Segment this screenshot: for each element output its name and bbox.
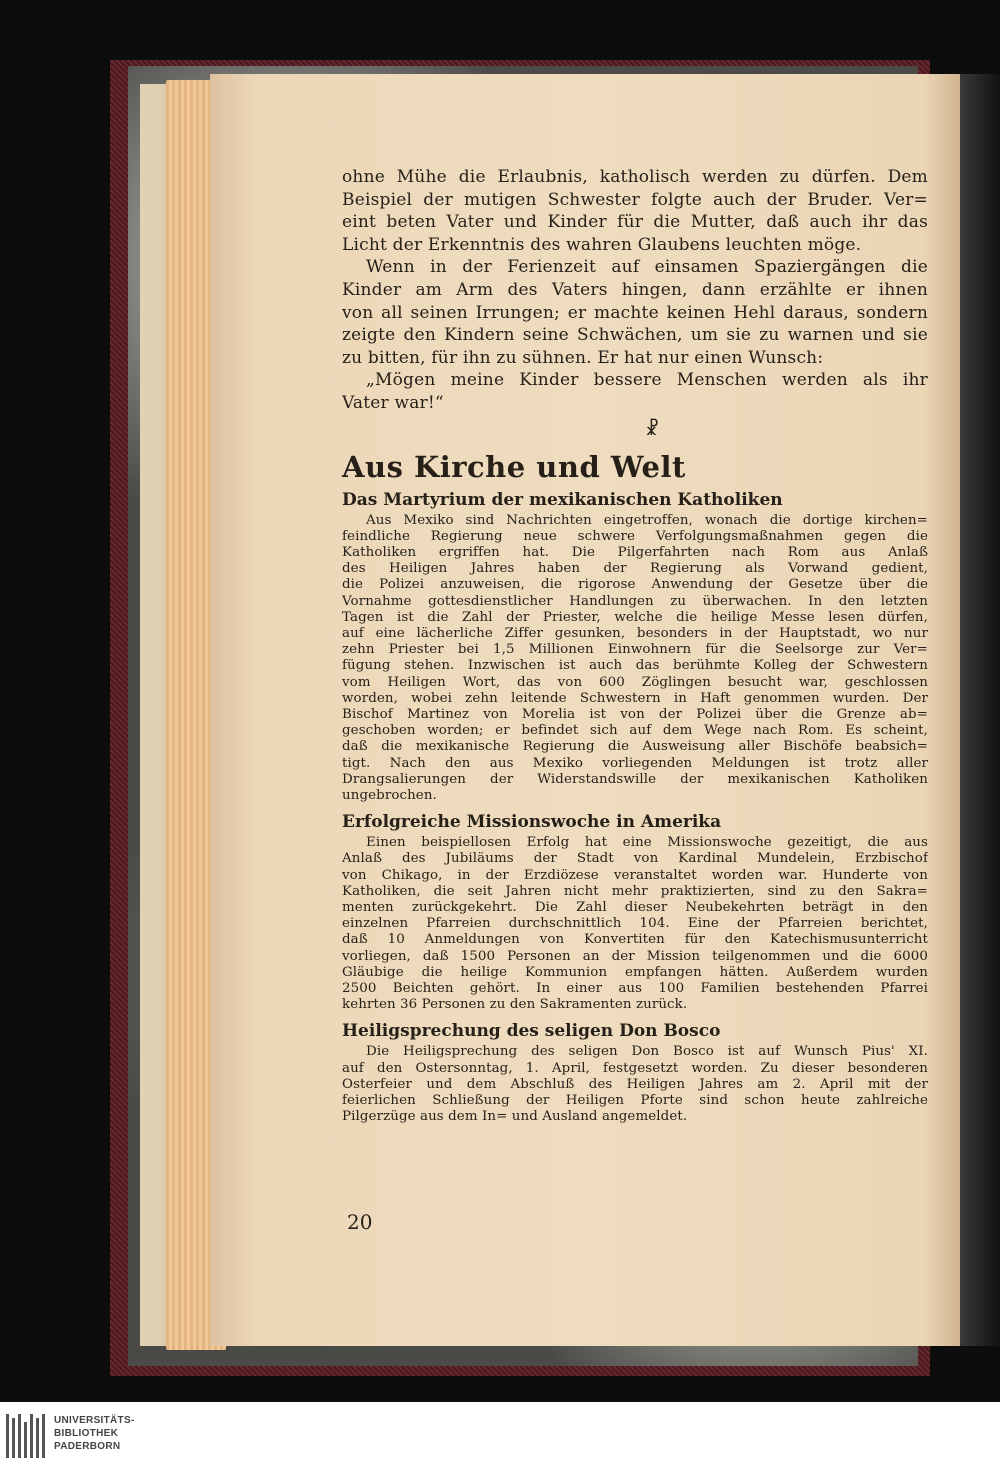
page-text [342,166,928,1125]
text-line: zeigte den Kindern seine Schwächen, um sie zu warnen und sie [342,325,928,346]
text-line: zu bitten, für ihn zu sühnen. Er hat nur einen Wunsch: [342,347,824,368]
text-line: Osterfeier und dem Abschluß des Heiligen Jahres am 2. April mit der [342,1076,928,1092]
text-line: Anlaß des Jubiläums der Stadt von Kardinal Mundelein, Erzbischof [342,851,928,867]
text-line: Beispiel der mutigen Schwester folgte auch der Bruder. Ver= [342,189,928,210]
text-line: tigt. Nach den aus Mexiko vorliegenden Meldungen ist trotz aller [342,755,928,771]
article-title: Heiligsprechung des seligen Don Bosco [342,1021,721,1042]
section-title: Aus Kirche und Welt [342,449,686,484]
chi-rho-ornament: ☧ [644,418,660,440]
text-line: menten zurückgekehrt. Die Zahl dieser Neubekehrten beträgt in den [342,900,928,915]
article-missionswoche [342,812,928,1013]
library-logo-text: UNIVERSITÄTS- BIBLIOTHEK PADERBORN [54,1415,135,1452]
text-line: Vornahme gottesdienstlicher Handlungen zu überwachen. In den letzten [342,593,928,609]
article-don-bosco [342,1021,928,1125]
text-line: 2500 Beichten gehört. In einer aus 100 Familien bestehenden Pfarrei [342,981,928,997]
text-line: daß 10 Anmeldungen von Konvertiten für den Katechismusunterricht [342,932,928,948]
text-line: worden, wobei zehn leitende Schwestern in Haft genommen wurden. Der [342,690,928,706]
text-line: von all seinen Irrungen; er machte keinen Hehl daraus, sondern [342,302,928,323]
page-number: 20 [347,1210,373,1234]
text-line: Vater war!“ [342,392,444,413]
text-line: Gläubige die heilige Kommunion empfangen hätten. Außerdem wurden [342,964,928,980]
text-line: Drangsalierungen der Widerstandswille der mexikanischen Katholiken [342,771,928,787]
text-line: kehrten 36 Personen zu den Sakramenten zurück. [342,997,688,1013]
text-line: feierlichen Schließung der Heiligen Pforte sind schon heute zahlreiche [342,1093,928,1109]
text-line: Katholiken ergriffen hat. Die Pilgerfahrten nach Rom aus Anlaß [342,544,928,560]
text-line: Die Heiligsprechung des seligen Don Bosco ist auf Wunsch Pius' XI. [366,1044,928,1060]
text-line: auf den Ostersonntag, 1. April, festgesetzt worden. Zu dieser besonderen [342,1060,928,1076]
text-line: vorliegen, daß 1500 Personen an der Mission teilgenommen und die 6000 [342,948,928,964]
text-line: von Chikago, in der Erzdiözese veranstaltet worden war. Hunderte von [342,867,928,883]
library-logo [6,1412,166,1460]
library-logo-icon [6,1414,48,1458]
text-line: eint beten Vater und Kinder für die Mutter, daß auch ihr das [342,212,928,233]
text-line: zehn Priester bei 1,5 Millionen Einwohnern für die Seelsorge zur Ver= [342,642,928,658]
article-title: Erfolgreiche Missionswoche in Amerika [342,812,722,833]
intro-paragraph [342,166,928,415]
text-line: geschoben worden; er befindet sich auf dem Wege nach Rom. Es scheint, [342,723,928,739]
text-line: feindliche Regierung neue schwere Verfolgungsmaßnahmen gegen die [342,528,928,544]
article-title: Das Martyrium der mexikanischen Katholiken [342,489,783,510]
text-line: Katholiken, die seit Jahren nicht mehr praktizierten, sind zu den Sakra= [342,883,928,899]
text-line: Tagen ist die Zahl der Priester, welche die heilige Messe lesen dürfen, [342,609,928,625]
text-line: Aus Mexiko sind Nachrichten eingetroffen, wonach die dortige kirchen= [366,512,928,528]
text-line: einzelnen Pfarreien durchschnittlich 104. Eine der Pfarreien berichtet, [342,916,928,932]
text-line: vom Heiligen Wort, das von 600 Zöglingen besucht war, geschlossen [342,674,928,690]
text-line: die Polizei anzuweisen, die rigorose Anwendung der Gesetze über die [342,577,928,593]
text-line: auf eine lächerliche Ziffer gesunken, besonders in der Hauptstadt, wo nur [342,625,928,641]
text-line: Bischof Martinez von Morelia ist von der Polizei über die Grenze ab= [342,706,928,722]
page-shadow [960,74,1000,1346]
text-line: ohne Mühe die Erlaubnis, katholisch werden zu dürfen. Dem [342,167,928,187]
text-line: Wenn in der Ferienzeit auf einsamen Spaziergängen die [366,257,928,278]
text-line: ungebrochen. [342,787,437,803]
text-line: Licht der Erkenntnis des wahren Glaubens leuchten möge. [342,234,862,255]
text-line: fügung stehen. Inzwischen ist auch das berühmte Kolleg der Schwestern [342,658,928,674]
text-line: „Mögen meine Kinder bessere Menschen werden als ihr [366,370,928,391]
text-line: Einen beispiellosen Erfolg hat eine Missionswoche gezeitigt, die aus [366,835,928,851]
text-line: Kinder am Arm des Vaters hingen, dann erzählte er ihnen [342,279,928,300]
article-mexico [342,490,928,805]
text-line: Pilgerzüge aus dem In= und Ausland angemeldet. [342,1109,688,1125]
text-line: des Heiligen Jahres haben der Regierung als Vorwand gedient, [342,561,928,577]
text-line: daß die mexikanische Regierung die Ausweisung aller Bischöfe beabsich= [342,739,928,755]
